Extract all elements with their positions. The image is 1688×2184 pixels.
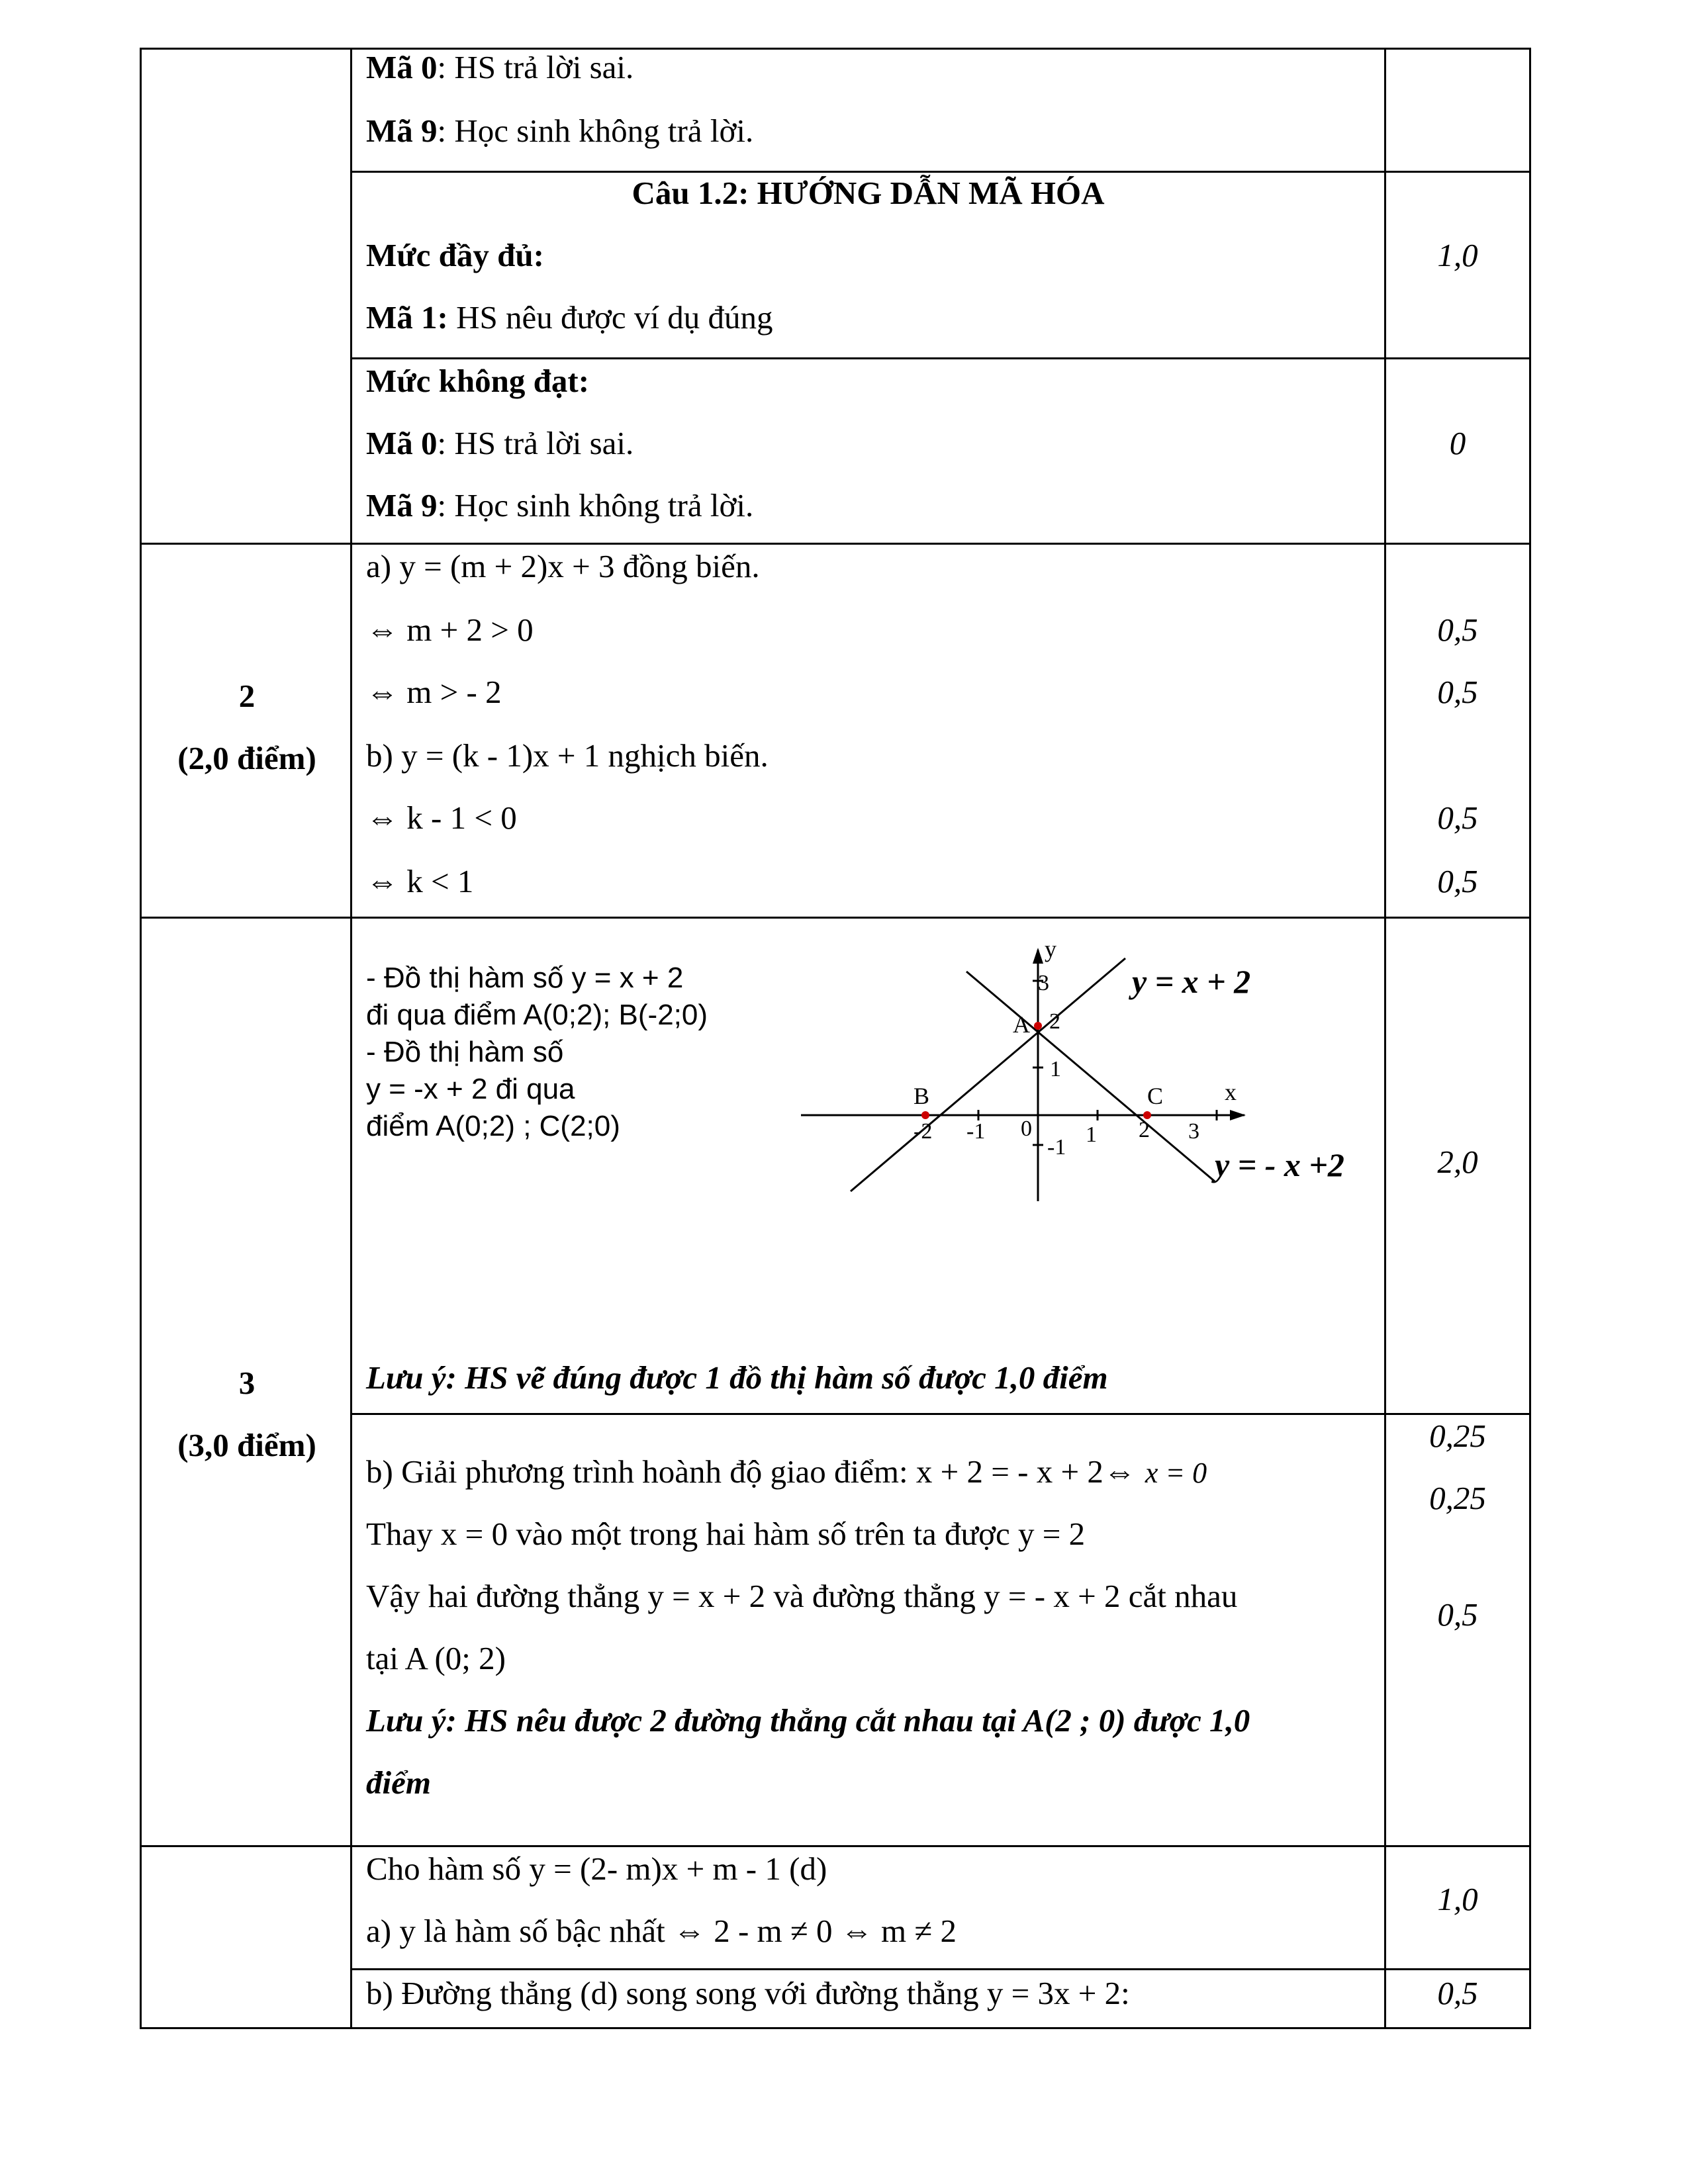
row-divider-3 xyxy=(140,543,1531,545)
cau12-score-full: 1,0 xyxy=(1437,237,1478,273)
q3-b-line-1-result: x = 0 xyxy=(1145,1457,1207,1489)
q3-graph-text-2: đi qua điểm A(0;2); B(-2;0) xyxy=(366,999,708,1031)
x-axis-arrow xyxy=(1230,1110,1246,1120)
q2-line-b2: ⇔ k < 1 xyxy=(366,863,474,899)
y-axis-label: y xyxy=(1045,936,1056,962)
q3-b-line-2: Thay x = 0 vào một trong hai hàm số trên ta được y = 2 xyxy=(366,1516,1086,1552)
q3-b-line-1-text: b) Giải phương trình hoành độ giao điểm: x + 2 = - x + 2⇔ xyxy=(366,1453,1136,1490)
q3-b-line-3: Vậy hai đường thẳng y = x + 2 và đường thẳng y = - x + 2 cắt nhau xyxy=(366,1578,1238,1614)
q2-score-2: 0,5 xyxy=(1437,674,1478,710)
row-divider-4 xyxy=(140,917,1531,919)
q4-line-2: a) y là hàm số bậc nhất ⇔ 2 - m ≠ 0 ⇔ m ≠ 2 xyxy=(366,1913,957,1949)
q2-points: (2,0 điểm) xyxy=(177,740,316,776)
ma9-text: : Học sinh không trả lời. xyxy=(437,113,754,149)
row-divider-5 xyxy=(350,1413,1531,1415)
row-divider-2 xyxy=(350,357,1531,359)
ma1-text: HS nêu được ví dụ đúng xyxy=(447,299,773,336)
point-b-marker xyxy=(921,1111,929,1119)
tick-label-x0: 0 xyxy=(1021,1116,1032,1141)
tick-label-xm2: -2 xyxy=(914,1119,933,1144)
q3-b-line-4: tại A (0; 2) xyxy=(366,1640,506,1676)
ma1-label: Mã 1: xyxy=(366,299,448,336)
q2-line-a1: ⇔ m + 2 > 0 xyxy=(366,612,534,648)
point-a-label: A xyxy=(1013,1011,1030,1038)
q3-score-b1: 0,25 xyxy=(1429,1418,1486,1454)
x-axis-label: x xyxy=(1225,1079,1237,1105)
point-a-marker xyxy=(1034,1022,1042,1030)
ma9-label: Mã 9 xyxy=(366,487,438,523)
tick-label-y2: 2 xyxy=(1049,1009,1060,1034)
q2-number: 2 xyxy=(238,678,256,714)
tick-label-y3: 3 xyxy=(1038,971,1049,995)
q3-number: 3 xyxy=(238,1365,256,1401)
q3-graph-text-3: - Đồ thị hàm số xyxy=(366,1036,564,1068)
function-graph xyxy=(788,927,1403,1205)
q3-score-b2: 0,25 xyxy=(1429,1480,1486,1516)
cau12-title: Câu 1.2: HƯỚNG DẪN MÃ HÓA xyxy=(632,175,1105,211)
ma0-text: : HS trả lời sai. xyxy=(437,425,634,461)
q2-score-1: 0,5 xyxy=(1437,612,1478,648)
ma9-label: Mã 9 xyxy=(366,113,438,149)
cau12-fail-label: Mức không đạt: xyxy=(366,363,590,399)
cau12-ma0-line xyxy=(366,424,633,463)
table-column-divider-1 xyxy=(350,48,352,2029)
table-border-bottom xyxy=(140,2027,1531,2029)
q3-note-b-2: điểm xyxy=(366,1764,431,1801)
line-y-equals-minus-x-plus-2 xyxy=(966,972,1215,1181)
table-border-left xyxy=(140,48,142,2029)
q4-line-3: b) Đường thẳng (d) song song với đường thẳng y = 3x + 2: xyxy=(366,1975,1130,2011)
ma0-label: Mã 0 xyxy=(366,49,438,85)
point-b-label: B xyxy=(914,1083,930,1109)
q4-score-1: 1,0 xyxy=(1437,1881,1478,1917)
q2-line-a2: ⇔ m > - 2 xyxy=(366,674,502,710)
q3-points: (3,0 điểm) xyxy=(177,1427,316,1463)
row-divider-7 xyxy=(350,1968,1531,1970)
q4-score-2: 0,5 xyxy=(1437,1975,1478,2011)
table-border-right xyxy=(1529,48,1531,2029)
tick-label-x2: 2 xyxy=(1139,1118,1150,1142)
cau12-ma9-line xyxy=(366,486,753,525)
q3-graph-text-1: - Đồ thị hàm số y = x + 2 xyxy=(366,962,684,994)
q4-line-1: Cho hàm số y = (2- m)x + m - 1 (d) xyxy=(366,1850,827,1887)
tick-label-x1: 1 xyxy=(1086,1122,1097,1147)
tick-label-x3: 3 xyxy=(1188,1119,1199,1144)
q3-graph-text-5: điểm A(0;2) ; C(2;0) xyxy=(366,1110,620,1142)
q2-score-3: 0,5 xyxy=(1437,799,1478,836)
q3-score-b3: 0,5 xyxy=(1437,1596,1478,1633)
q2-score-4: 0,5 xyxy=(1437,863,1478,899)
cau12-ma1-line xyxy=(366,298,773,338)
tick-label-xm1: -1 xyxy=(966,1119,986,1144)
ma0-label: Mã 0 xyxy=(366,425,438,461)
q2-line-a: a) y = (m + 2)x + 3 đồng biến. xyxy=(366,548,760,584)
r1-ma9-line xyxy=(366,111,753,151)
table-border-top xyxy=(140,48,1531,50)
q3-graph-text-4: y = -x + 2 đi qua xyxy=(366,1073,575,1105)
q3-note-b-1: Lưu ý: HS nêu được 2 đường thẳng cắt nhau tại A(2 ; 0) được 1,0 xyxy=(366,1702,1250,1739)
tick-label-ym1: -1 xyxy=(1047,1135,1066,1160)
q2-line-b1: ⇔ k - 1 < 0 xyxy=(366,799,517,836)
line-y-equals-x-plus-2 xyxy=(851,958,1125,1191)
row-divider-6 xyxy=(140,1845,1531,1847)
point-c-label: C xyxy=(1147,1083,1164,1109)
line2-label: y = - x +2 xyxy=(1215,1146,1344,1183)
ma9-text: : Học sinh không trả lời. xyxy=(437,487,754,523)
cau12-full-label: Mức đầy đủ: xyxy=(366,237,544,273)
y-axis-arrow xyxy=(1033,948,1043,964)
row-divider-1 xyxy=(350,171,1531,173)
q2-line-b: b) y = (k - 1)x + 1 nghịch biến. xyxy=(366,737,769,774)
q3-note-a: Lưu ý: HS vẽ đúng được 1 đồ thị hàm số được 1,0 điểm xyxy=(366,1359,1108,1396)
line1-label: y = x + 2 xyxy=(1132,963,1251,1000)
tick-label-y1: 1 xyxy=(1050,1057,1061,1081)
cau12-score-fail: 0 xyxy=(1449,425,1466,461)
q3-score-a: 2,0 xyxy=(1437,1144,1478,1180)
ma0-text: : HS trả lời sai. xyxy=(437,49,634,85)
q3-b-line-1 xyxy=(366,1452,1207,1493)
r1-ma0-line xyxy=(366,48,633,87)
